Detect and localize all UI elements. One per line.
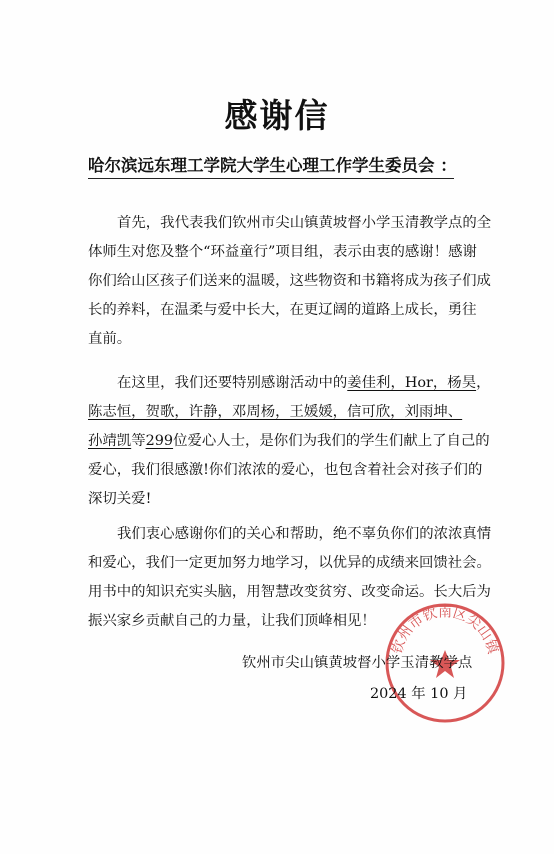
text-line: 你们给山区孩子们送来的温暖，这些物资和书籍将成为孩子们成 xyxy=(88,273,491,289)
text-line: 振兴家乡贡献自己的力量，让我们顶峰相见！ xyxy=(88,613,376,629)
text-line: 爱心，我们很感激!你们浓浓的爱心，也包含着社会对孩子们的 xyxy=(88,462,483,478)
text-line: 长的养料，在温柔与爱中长大，在更辽阔的道路上成长，勇往 xyxy=(88,302,477,318)
volunteer-names: 姜佳利，Hor，杨昊 xyxy=(347,375,477,391)
signature-date: 2024 年 10 月 xyxy=(370,686,468,702)
text-segment: 在这里，我们还要特别感谢活动中的 xyxy=(117,375,348,391)
paragraph-gratitude xyxy=(88,209,492,354)
seal-text: 钦州市钦南区尖山镇 xyxy=(389,604,501,656)
text-line: 直前。 xyxy=(88,331,132,347)
text-line: 我们衷心感谢你们的关心和帮助，绝不辜负你们的浓浓真情 xyxy=(117,526,492,542)
volunteer-count: 299 xyxy=(145,433,174,449)
volunteer-names: 陈志恒，贺歌，许静，邓周杨，王媛媛，信可欣，刘雨坤、 xyxy=(88,404,463,420)
letter-recipient: 哈尔滨远东理工学院大学生心理工作学生委员会 ： xyxy=(88,156,457,175)
text-line xyxy=(88,427,490,456)
text-segment: ， xyxy=(476,375,491,391)
text-line: 和爱心，我们一定更加努力地学习，以优异的成绩来回馈社会。 xyxy=(88,555,491,571)
letter-title: 感谢信 xyxy=(224,96,330,135)
volunteer-names: 孙靖凯 xyxy=(88,433,132,449)
text-line xyxy=(88,369,491,398)
signature-organization: 钦州市尖山镇黄坡督小学玉清教学点 xyxy=(242,655,473,671)
text-line: 首先，我代表我们钦州市尖山镇黄坡督小学玉清教学点的全 xyxy=(117,215,492,231)
text-segment: 等 xyxy=(131,433,146,449)
text-line: 深切关爱! xyxy=(88,491,152,507)
text-line: 体师生对您及整个“环益童行”项目组，表示由衷的感谢！感谢 xyxy=(88,244,477,260)
paragraph-special-thanks xyxy=(88,369,491,514)
recipient-underline xyxy=(88,178,454,179)
text-segment: 位爱心人士，是你们为我们的学生们献上了自己的 xyxy=(173,433,490,449)
text-line: 用书中的知识充实头脑，用智慧改变贫穷、改变命运。长大后为 xyxy=(88,584,491,600)
